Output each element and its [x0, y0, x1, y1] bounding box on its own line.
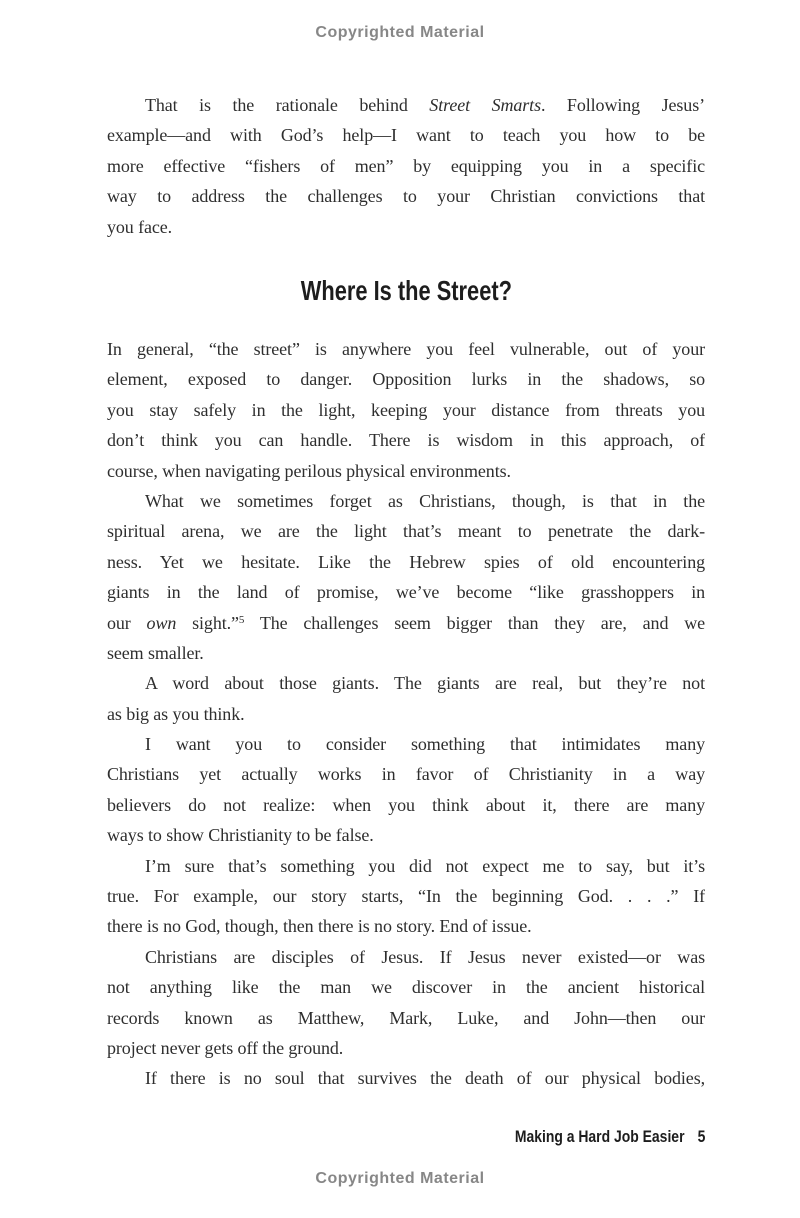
text-line: our own sight.”$^5$ The challenges seem bigger than they are, and we — [107, 612, 705, 633]
text-line: as big as you think. — [107, 703, 245, 724]
running-footer-text — [514, 1126, 705, 1147]
text-line: That is the rationale behind Street Smarts. Following Jesus’ — [145, 95, 705, 115]
text-line: project never gets off the ground. — [107, 1037, 344, 1058]
copyright-notice-bottom: Copyrighted Material — [315, 1170, 485, 1187]
text-line: you stay safely in the light, keeping your distance from threats you — [107, 399, 705, 420]
text-line: giants in the land of promise, we’ve become “like grasshoppers in — [107, 582, 705, 603]
text-line: ness. Yet we hesitate. Like the Hebrew spies of old encountering — [107, 551, 705, 572]
text-line: spiritual arena, we are the light that’s meant to penetrate the dark- — [107, 521, 705, 542]
text-line: Christians yet actually works in favor of Christianity in a way — [107, 764, 705, 785]
footer-chapter-title: Making a Hard Job Easier — [514, 1127, 685, 1146]
text-line: records known as Matthew, Mark, Luke, and John—then our — [107, 1007, 705, 1028]
text-line: In general, “the street” is anywhere you feel vulnerable, out of your — [107, 339, 705, 359]
text-line: ways to show Christianity to be false. — [107, 825, 374, 846]
text-line: example—and with God’s help—I want to teach you how to be — [107, 125, 705, 146]
section-heading-text: Where Is the Street? — [300, 275, 512, 306]
copyright-notice-top: Copyrighted Material — [315, 24, 485, 41]
body-text-block — [107, 334, 705, 1094]
text-line: I’m sure that’s something you did not expect me to say, but it’s — [145, 855, 705, 876]
text-line: more effective “fishers of men” by equipping you in a specific — [107, 155, 705, 176]
text-line: true. For example, our story starts, “In the beginning God. . . .” If — [107, 886, 705, 907]
text-line: don’t think you can handle. There is wisdom in this approach, of — [107, 430, 705, 451]
intro-paragraph-block — [107, 90, 705, 242]
text-line: way to address the challenges to your Christian convictions that — [107, 186, 705, 207]
text-line: there is no God, though, then there is no story. End of issue. — [107, 916, 532, 937]
text-line: Christians are disciples of Jesus. If Jesus never existed—or was — [145, 946, 705, 967]
text-line: you face. — [107, 216, 173, 237]
text-line: A word about those giants. The giants are real, but they’re not — [145, 673, 705, 694]
text-line: element, exposed to danger. Opposition lurks in the shadows, so — [107, 369, 705, 390]
running-footer — [107, 1126, 705, 1147]
text-line: If there is no soul that survives the death of our physical bodies, — [145, 1068, 705, 1089]
text-line: not anything like the man we discover in the ancient historical — [107, 977, 705, 998]
text-line: believers do not realize: when you think about it, there are many — [107, 794, 705, 815]
section-heading — [107, 274, 705, 308]
text-line: seem smaller. — [107, 642, 204, 663]
page-number: 5 — [697, 1127, 705, 1146]
text-line: course, when navigating perilous physical environments. — [107, 460, 511, 481]
text-line: What we sometimes forget as Christians, though, is that in the — [145, 490, 705, 511]
text-line: I want you to consider something that intimidates many — [145, 734, 705, 755]
